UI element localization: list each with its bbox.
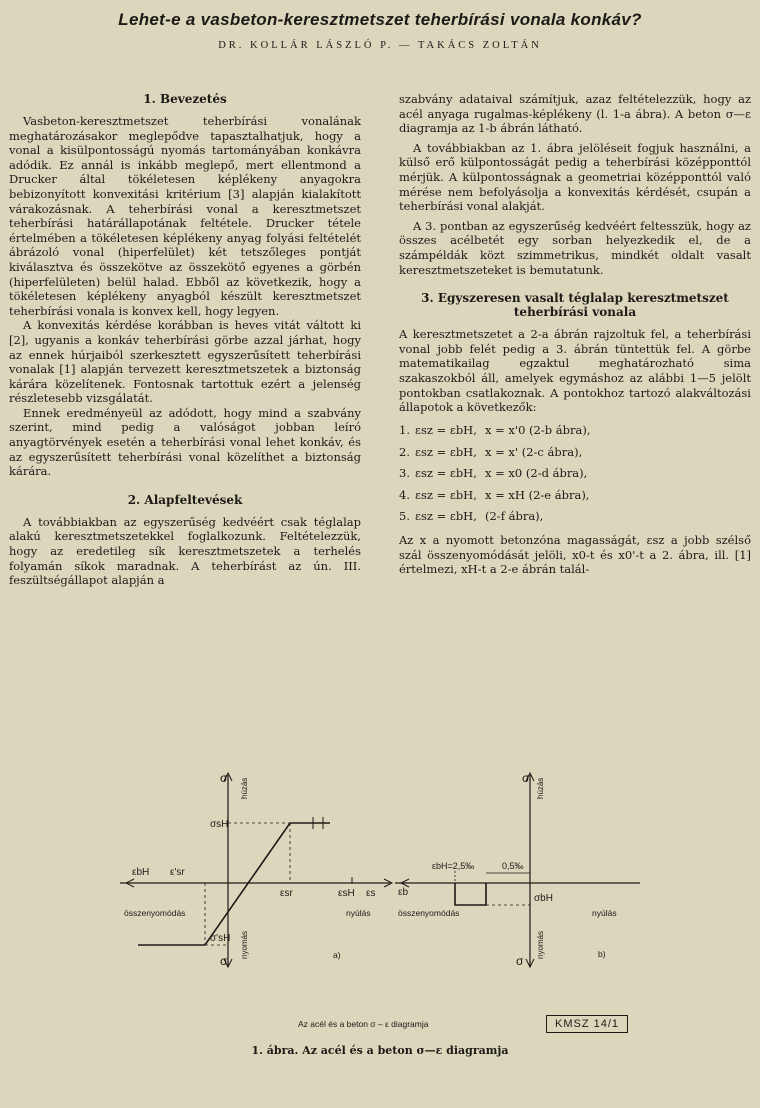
- paragraph: szabvány adataival számítjuk, azaz feltételezzük, hogy az acél anyaga rugalmas-képlékeny (l. 1-a ábra). A beton σ—ε diagramja az 1-b ábrán látható.: [399, 92, 751, 136]
- stress-strain-diagrams: [0, 745, 760, 1065]
- equation: 4. εsz = εbH, x = xH (2-e ábra),: [399, 487, 590, 502]
- right-column: [399, 92, 751, 577]
- b-tension-label: húzás: [536, 777, 545, 799]
- article-authors: DR. KOLLÁR LÁSZLÓ P. — TAKÁCS ZOLTÁN: [218, 40, 542, 51]
- paragraph: Az x a nyomott betonzóna magasságát, εsz a jobb szélső szál összenyomódását jelöli, x0-t és x0'-t a 2. ábra, ill. [1] értelmezi, xH-t a 2-e ábrán talál-: [399, 533, 751, 577]
- a-eps-sH-label: εsH: [338, 888, 355, 899]
- b-sigma-bottom-label: σ: [516, 954, 524, 968]
- equation: 2. εsz = εbH, x = x' (2-c ábra),: [399, 444, 583, 459]
- article-title: Lehet-e a vasbeton-keresztmetszet teherbírási vonala konkáv?: [118, 10, 642, 29]
- paragraph: A továbbiakban az 1. ábra jelöléseit fogjuk használni, a külső erő külpontosságát pedig a teherbírási középponttól mérjük. A külpontosságnak a geometriai középponttól való mérése nem befolyásolja a konvexitás kérdését, csupán a teherbírási vonal alakját.: [399, 140, 751, 214]
- equation: 1. εsz = εbH, x = x'0 (2-b ábra),: [399, 423, 591, 438]
- equation: 3. εsz = εbH, x = x0 (2-d ábra),: [399, 466, 588, 481]
- a-compression-label: nyomás: [240, 930, 249, 959]
- a-sigma-bottom-label: σ: [220, 954, 228, 968]
- a-x-right-label: nyúlás: [346, 908, 371, 918]
- b-eps-05-label: 0,5‰: [502, 861, 524, 871]
- b-sigma-bH-label: σbH: [534, 893, 553, 904]
- a-x-left-label: összenyomódás: [124, 908, 186, 918]
- figure-1: [0, 745, 760, 1065]
- figure-badge: KMSZ 14/1: [546, 1015, 628, 1033]
- section-heading-3: 3. Egyszeresen vasalt téglalap keresztmetszet teherbírási vonala: [421, 291, 729, 320]
- section-heading-1: 1. Bevezetés: [143, 92, 227, 106]
- a-sigma-sH-prime-label: σ'sH: [210, 933, 231, 944]
- paragraph: Ennek eredményeül az adódott, hogy mind a szabvány szerint, mind pedig a valóságot jobban leíró anyagtörvények esetén a teherbírási vonal lehet konkáv, és az egyszerűsített teherbírási vonal közelíthet a biztonság kárára.: [9, 405, 361, 479]
- b-panel-label: b): [598, 949, 606, 959]
- b-eps-bH-label: εbH=2,5‰: [432, 861, 475, 871]
- paragraph: A konvexitás kérdése korábban is heves vitát váltott ki [2], ugyanis a konkáv teherbírási görbe azzal járhat, hogy az ennek húrjaiból szerkesztett egyszerűsített teherbírási vonalak [1] alapján tervezett keresztmetszetek a biztonság kárára közelítenek. Fontosnak tartottuk ezért a jelenség részletesebb vizsgálatát.: [9, 318, 361, 406]
- section-heading-2: 2. Alapfeltevések: [127, 492, 243, 507]
- b-concrete-curve: [455, 883, 486, 905]
- a-steel-curve: [138, 823, 330, 945]
- a-eps-bH-label: εbH: [132, 867, 150, 878]
- a-eps-sr-label: εsr: [280, 888, 293, 899]
- equation-list: [399, 420, 751, 528]
- a-eps-sr-left-label: ε'sr: [170, 867, 185, 878]
- left-column: [9, 92, 361, 588]
- a-sigma-top-label: σ: [220, 771, 228, 785]
- a-eps-s-label: εs: [366, 888, 376, 899]
- figure-caption: 1. ábra. Az acél és a beton σ—ε diagramja: [251, 1044, 509, 1057]
- b-x-left-label: összenyomódás: [398, 908, 460, 918]
- a-sigma-sH-label: σsH: [210, 819, 229, 830]
- b-sigma-top-label: σ: [522, 771, 530, 785]
- a-tension-label: húzás: [240, 777, 249, 799]
- b-compression-label: nyomás: [536, 930, 545, 959]
- a-panel-label: a): [333, 950, 341, 960]
- paragraph: A 3. pontban az egyszerűség kedvéért feltesszük, hogy az összes acélbetét egy sorban helyezkedik el, de a számpéldák közt szimmetrikus, mindkét oldalt vasalt keresztmetszeteket is bemutatunk.: [399, 218, 751, 277]
- paragraph: A továbbiakban az egyszerűség kedvéért csak téglalap alakú keresztmetszetekkel foglalkozunk. Feltételezzük, hogy az eredetileg sík keresztmetszetek a terhelés folyamán síkok maradnak. A teherbírást az ún. III. feszültségállapot alapján a: [9, 514, 361, 588]
- b-x-right-label: nyúlás: [592, 908, 617, 918]
- b-eps-b-label: εb: [398, 887, 409, 898]
- equation: 5. εsz = εbH, (2-f ábra),: [399, 509, 544, 524]
- figure-inner-caption: Az acél és a beton σ – ε diagramja: [298, 1019, 429, 1029]
- paragraph: A keresztmetszetet a 2-a ábrán rajzoltuk fel, a teherbírási vonal jobb felét pedig a 3. ábrán tüntettük fel. A görbe matematikailag egzaktul meghatározható sima szakaszokból áll, amelyek egymáshoz az alábbi 1—5 jelölt pontokban csatlakoznak. A pontokhoz tartozó alakváltozási állapotok a következők:: [399, 327, 751, 415]
- paragraph: Vasbeton-keresztmetszet teherbírási vonalának meghatározásakor meglepődve tapasztalhatjuk, hogy a vonal a kisülpontosságú nyomás tartományában konkávra adódik. Ez annál is inkább meglepő, mert ellentmond a Drucker által tökéletesen képlékeny anyagokra bebizonyított konvexitási kritérium [3] alapján kialakított várakozásnak. A teherbírási vonal a keresztmetszet teherbírási határállapotának feltétele. Drucker tétele értelmében a tökéletesen képlékeny anyag folyási feltételét ábrázoló vonal (hiperfelület) két tetszőleges pontját kiválasztva és összekötve az összekötő egyenes a görbén (hiperfelületen) belül halad. Ebből az következik, hogy a tökéletesen képlékeny anyagból készült keresztmetszet teherbírási vonala is konvex kell, hogy legyen.: [9, 114, 361, 318]
